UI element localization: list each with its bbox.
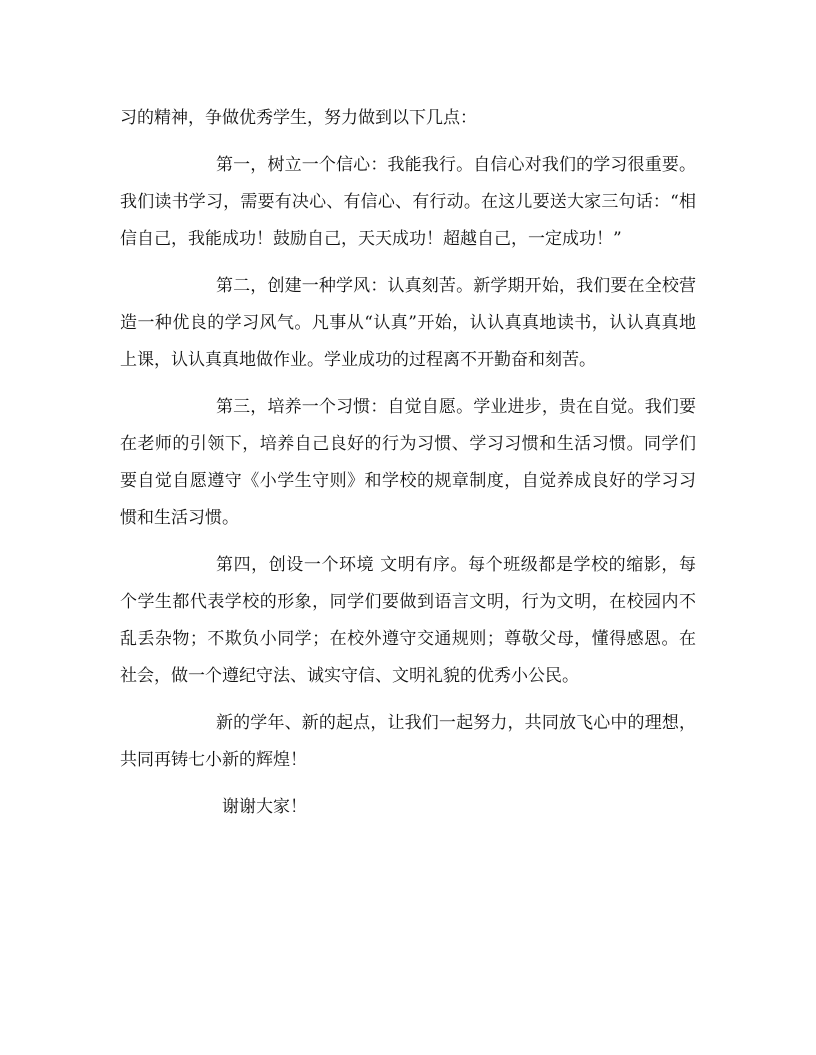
document-body xyxy=(120,100,696,826)
paragraph-gap xyxy=(120,258,696,268)
paragraph-point-four: 第四，创设一个环境 文明有序。每个班级都是学校的缩影，每个学生都代表学校的形象，同学们要做到语言文明，行为文明，在校园内不乱丢杂物；不欺负小同学；在校外遵守交通规则；尊敬父母，懂得感恩。在社会，做一个遵纪守法、诚实守信、文明礼貌的优秀小公民。 xyxy=(120,555,696,686)
closing-thanks: 谢谢大家！ xyxy=(222,797,307,817)
paragraph-gap xyxy=(120,537,696,547)
paragraph-point-one: 第一，树立一个信心：我能我行。自信心对我们的学习很重要。我们读书学习，需要有决心、有信心、有行动。在这儿要送大家三句话：“相信自己，我能成功！鼓励自己，天天成功！超越自己，一定成功！” xyxy=(120,155,696,249)
paragraph-gap xyxy=(120,779,696,789)
paragraph-continuation: 习的精神，争做优秀学生，努力做到以下几点： xyxy=(120,108,477,128)
paragraph-point-two: 第二，创建一种学风：认真刻苦。新学期开始，我们要在全校营造一种优良的学习风气。凡事从“认真”开始，认认真真地读书，认认真真地上课，认认真真地做作业。学业成功的过程离不开勤奋和刻苦。 xyxy=(120,276,696,370)
paragraph-conclusion: 新的学年、新的起点，让我们一起努力，共同放飞心中的理想，共同再铸七小新的辉煌！ xyxy=(120,713,696,770)
paragraph-gap xyxy=(120,379,696,389)
paragraph-point-three: 第三，培养一个习惯：自觉自愿。学业进步，贵在自觉。我们要在老师的引领下，培养自己良好的行为习惯、学习习惯和生活习惯。同学们要自觉自愿遵守《小学生守则》和学校的规章制度，自觉养成良好的学习习惯和生活习惯。 xyxy=(120,397,696,528)
paragraph-gap xyxy=(120,695,696,705)
paragraph-gap xyxy=(120,137,696,147)
